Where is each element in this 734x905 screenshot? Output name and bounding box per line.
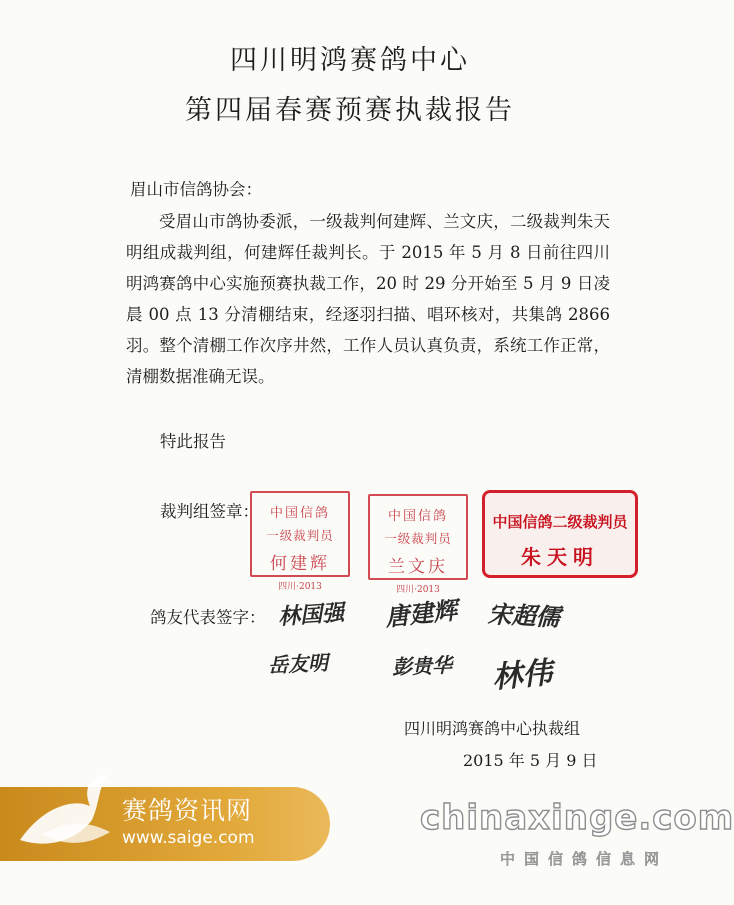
signature-1: 林国强: [277, 600, 345, 631]
salutation: 眉山市信鸽协会：: [130, 180, 262, 199]
stamp-line1: 中国信鸽二级裁判员: [492, 513, 628, 531]
report-body: 受眉山市鸽协委派，一级裁判何建辉、兰文庆，二级裁判朱天明组成裁判组，何建辉任裁判长。于 2015 年 5 月 8 日前往四川明鸿赛鸽中心实施预赛执裁工作，20 时 29 分开始至 5 月 9 日凌晨 00 点 13 分清棚结束，经逐羽扫描、唱环核对，共集鸽 2866 羽。整个清棚工作次序井然，工作人员认真负责，系统工作正常，清棚数据准确无误。: [126, 212, 610, 386]
stamp-name: 朱天明: [521, 545, 599, 569]
stamp-name: 何建辉: [270, 554, 330, 574]
brand-subtitle: 中国信鸽信息网: [500, 850, 669, 868]
org-signoff: 四川明鸿赛鸽中心执裁组: [404, 719, 581, 738]
signature-4: 岳友明: [267, 650, 329, 678]
reps-label: 鸽友代表签字：: [150, 608, 266, 627]
watermark-url: www.saige.com: [122, 828, 255, 848]
judge-stamp-3: [482, 490, 638, 578]
stamp-line1: 中国信鸽: [387, 509, 448, 524]
judge-stamp-1: [250, 491, 350, 592]
signature-3: 宋超儒: [487, 600, 561, 632]
judges-label: 裁判组签章：: [160, 502, 259, 521]
watermark-title: 赛鸽资讯网: [122, 796, 253, 825]
stamp-line2: 一级裁判员: [266, 528, 334, 543]
judge-stamp-2: [368, 494, 468, 595]
stamp-region: 四川·2013: [278, 582, 322, 592]
signature-2: 唐建辉: [383, 596, 459, 632]
report-date: 2015 年 5 月 9 日: [463, 751, 598, 770]
document-title: 四川明鸿赛鸽中心: [230, 45, 470, 76]
stamp-line2: 一级裁判员: [384, 531, 452, 546]
signature-5: 彭贵华: [391, 652, 453, 680]
stamp-region: 四川·2013: [396, 585, 440, 595]
stamp-line1: 中国信鸽: [269, 506, 330, 521]
closing-line: 特此报告: [160, 432, 226, 451]
signature-6: 林伟: [490, 655, 554, 696]
document-subtitle: 第四届春赛预赛执裁报告: [185, 95, 515, 126]
stamp-name: 兰文庆: [388, 557, 448, 577]
pigeon-logo-icon: [12, 768, 120, 866]
brand-watermark: chinaxinge.com: [420, 798, 734, 838]
